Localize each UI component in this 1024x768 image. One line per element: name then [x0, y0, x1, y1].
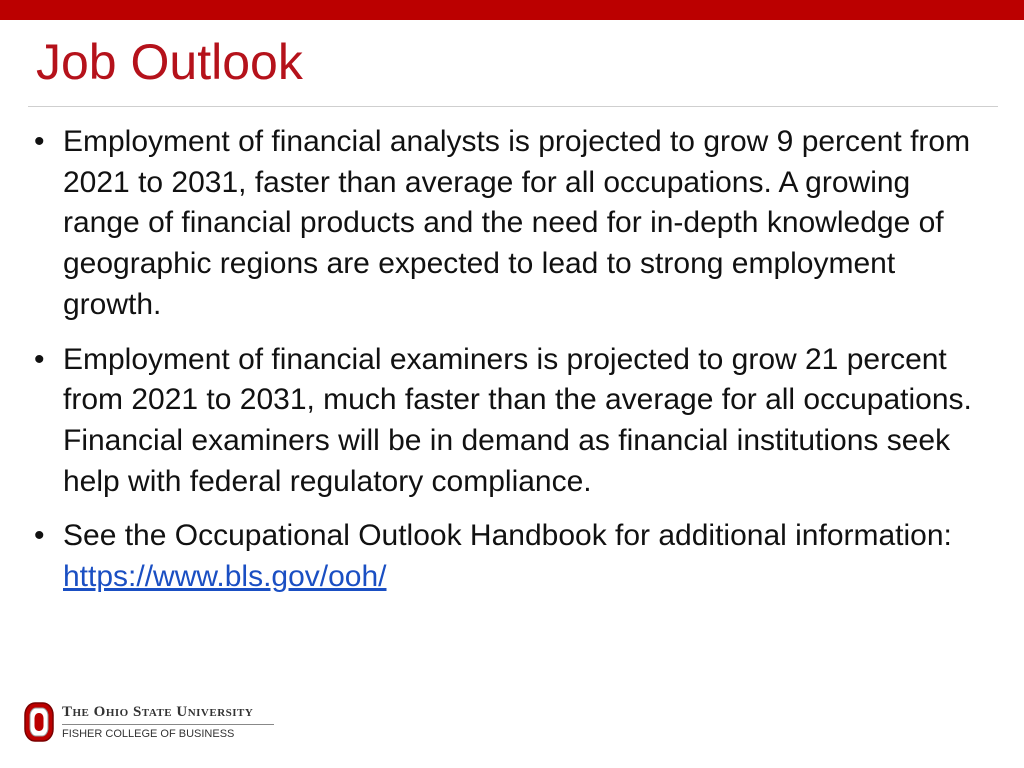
bullet-dot-icon: •: [34, 519, 45, 553]
bullet-item-financial-examiners: [30, 340, 990, 503]
ooh-link[interactable]: https://www.bls.gov/ooh/: [63, 560, 387, 594]
block-o-logo-icon: [24, 702, 54, 742]
logo-divider: [62, 724, 274, 725]
university-logo: [24, 700, 284, 746]
bullet-item-financial-analysts: [30, 122, 990, 326]
top-accent-bar: [0, 0, 1024, 20]
title-divider: [28, 106, 998, 107]
bullet-text: Employment of financial examiners is projected to grow 21 percent from 2021 to 2031, much faster than the average for all occupations. Financial examiners will be in demand as financial institutions seek help with federal regulatory compliance.: [63, 342, 972, 498]
bullet-text: Employment of financial analysts is projected to grow 9 percent from 2021 to 2031, faster than average for all occupations. A growing range of financial products and the need for in-depth knowledge of geographic regions are expected to lead to strong employment growth.: [63, 125, 971, 321]
bullet-list: [30, 122, 990, 612]
bullet-dot-icon: •: [34, 342, 45, 376]
bullet-dot-icon: •: [34, 125, 45, 158]
college-name: FISHER COLLEGE OF BUSINESS: [62, 728, 235, 740]
university-name: The Ohio State University: [62, 704, 254, 720]
slide-title: Job Outlook: [36, 34, 303, 90]
bullet-text: See the Occupational Outlook Handbook for additional information:: [63, 519, 952, 553]
bullet-item-ooh-reference: [30, 516, 990, 597]
